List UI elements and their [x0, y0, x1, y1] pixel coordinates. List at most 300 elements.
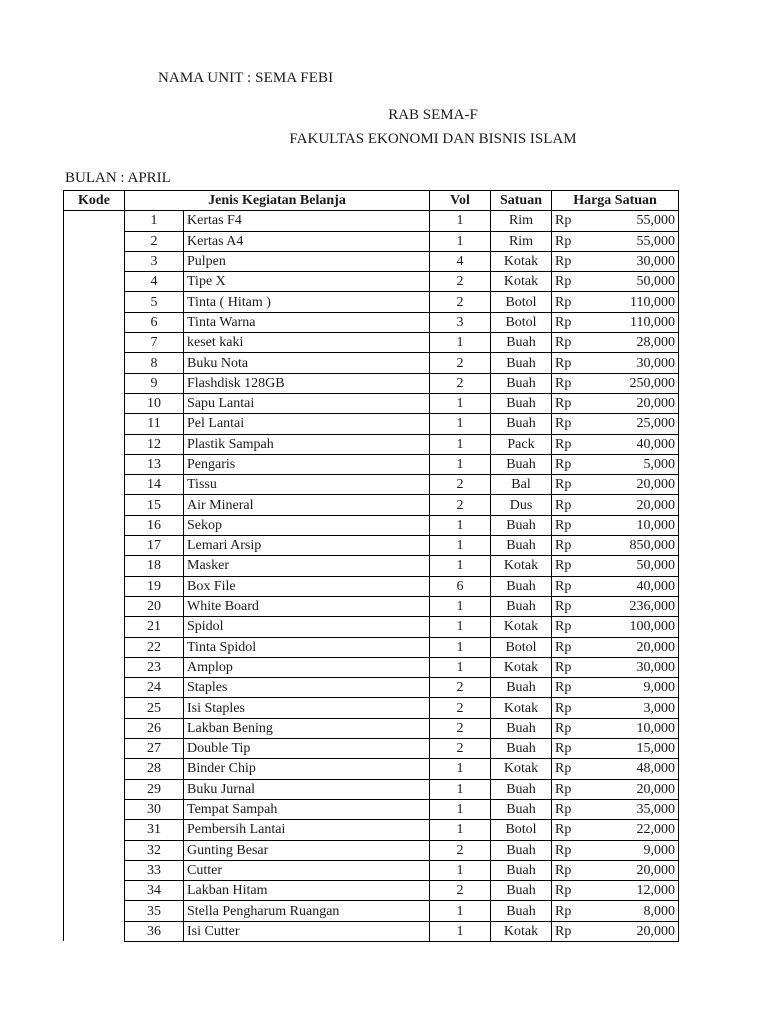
price-value: 30,000: [636, 659, 675, 675]
item-price: [552, 881, 679, 901]
currency-label: Rp: [555, 578, 572, 594]
item-unit: Kotak: [491, 657, 552, 677]
header-kode: Kode: [64, 191, 125, 211]
table-row: [64, 353, 679, 373]
price-value: 40,000: [636, 436, 675, 452]
row-number: 32: [125, 840, 184, 860]
price-value: 110,000: [630, 314, 675, 330]
kode-cell: [64, 454, 125, 474]
kode-cell: [64, 637, 125, 657]
table-row: [64, 881, 679, 901]
item-name: Pel Lantai: [184, 414, 430, 434]
item-volume: 1: [430, 657, 491, 677]
price-value: 10,000: [636, 517, 675, 533]
price-wrapper: [555, 638, 675, 657]
item-volume: 1: [430, 333, 491, 353]
item-price: [552, 921, 679, 941]
price-value: 236,000: [629, 599, 675, 615]
table-header-row: [64, 191, 679, 211]
item-volume: 1: [430, 556, 491, 576]
currency-label: Rp: [555, 436, 572, 452]
item-volume: 2: [430, 718, 491, 738]
price-wrapper: [555, 496, 675, 515]
row-number: 8: [125, 353, 184, 373]
kode-cell: [64, 414, 125, 434]
item-unit: Pack: [491, 434, 552, 454]
kode-cell: [64, 556, 125, 576]
table-row: [64, 475, 679, 495]
currency-label: Rp: [555, 517, 572, 533]
price-value: 12,000: [636, 883, 675, 899]
row-number: 14: [125, 475, 184, 495]
item-unit: Bal: [491, 475, 552, 495]
table-row: [64, 373, 679, 393]
header-jenis: Jenis Kegiatan Belanja: [125, 191, 430, 211]
item-name: Isi Cutter: [184, 921, 430, 941]
table-row: [64, 333, 679, 353]
item-name: Lakban Hitam: [184, 881, 430, 901]
kode-cell: [64, 495, 125, 515]
price-value: 20,000: [636, 781, 675, 797]
item-name: White Board: [184, 596, 430, 616]
item-name: Tissu: [184, 475, 430, 495]
item-name: Box File: [184, 576, 430, 596]
item-volume: 1: [430, 393, 491, 413]
currency-label: Rp: [555, 233, 572, 249]
kode-cell: [64, 678, 125, 698]
row-number: 29: [125, 779, 184, 799]
row-number: 25: [125, 698, 184, 718]
row-number: 26: [125, 718, 184, 738]
item-price: [552, 312, 679, 332]
item-volume: 1: [430, 820, 491, 840]
kode-cell: [64, 536, 125, 556]
price-value: 110,000: [630, 294, 675, 310]
price-wrapper: [555, 435, 675, 454]
price-wrapper: [555, 354, 675, 373]
item-name: keset kaki: [184, 333, 430, 353]
row-number: 5: [125, 292, 184, 312]
item-volume: 1: [430, 901, 491, 921]
row-number: 7: [125, 333, 184, 353]
header-satuan: Satuan: [491, 191, 552, 211]
currency-label: Rp: [555, 639, 572, 655]
item-name: Pembersih Lantai: [184, 820, 430, 840]
item-price: [552, 698, 679, 718]
item-price: [552, 414, 679, 434]
item-volume: 2: [430, 272, 491, 292]
item-name: Masker: [184, 556, 430, 576]
price-value: 40,000: [636, 578, 675, 594]
price-wrapper: [555, 617, 675, 636]
item-volume: 2: [430, 840, 491, 860]
row-number: 27: [125, 739, 184, 759]
item-volume: 1: [430, 211, 491, 231]
price-wrapper: [555, 902, 675, 921]
item-unit: Kotak: [491, 251, 552, 271]
item-price: [552, 799, 679, 819]
item-name: Tinta Spidol: [184, 637, 430, 657]
item-unit: Buah: [491, 799, 552, 819]
price-value: 55,000: [636, 233, 675, 249]
header-vol: Vol: [430, 191, 491, 211]
item-volume: 4: [430, 251, 491, 271]
price-value: 10,000: [636, 720, 675, 736]
currency-label: Rp: [555, 680, 572, 696]
item-unit: Botol: [491, 292, 552, 312]
item-unit: Kotak: [491, 272, 552, 292]
table-row: [64, 657, 679, 677]
currency-label: Rp: [555, 497, 572, 513]
row-number: 16: [125, 515, 184, 535]
item-volume: 1: [430, 434, 491, 454]
kode-cell: [64, 272, 125, 292]
kode-cell: [64, 231, 125, 251]
price-wrapper: [555, 333, 675, 352]
price-value: 22,000: [636, 822, 675, 838]
price-wrapper: [555, 394, 675, 413]
price-value: 28,000: [636, 335, 675, 351]
item-volume: 2: [430, 881, 491, 901]
currency-label: Rp: [555, 294, 572, 310]
item-price: [552, 393, 679, 413]
kode-cell: [64, 596, 125, 616]
item-unit: Buah: [491, 718, 552, 738]
item-volume: 1: [430, 637, 491, 657]
price-value: 15,000: [636, 741, 675, 757]
row-number: 15: [125, 495, 184, 515]
table-row: [64, 596, 679, 616]
table-row: [64, 454, 679, 474]
table-row: [64, 414, 679, 434]
table-row: [64, 556, 679, 576]
month-label: BULAN : APRIL: [65, 170, 171, 186]
item-volume: 2: [430, 739, 491, 759]
table-row: [64, 678, 679, 698]
item-price: [552, 820, 679, 840]
item-volume: 1: [430, 759, 491, 779]
item-unit: Kotak: [491, 617, 552, 637]
table-row: [64, 617, 679, 637]
item-price: [552, 739, 679, 759]
item-price: [552, 860, 679, 880]
item-price: [552, 556, 679, 576]
kode-cell: [64, 698, 125, 718]
price-value: 3,000: [643, 700, 675, 716]
item-name: Tinta ( Hitam ): [184, 292, 430, 312]
kode-cell: [64, 333, 125, 353]
row-number: 24: [125, 678, 184, 698]
table-row: [64, 312, 679, 332]
kode-cell: [64, 292, 125, 312]
item-volume: 1: [430, 454, 491, 474]
item-price: [552, 251, 679, 271]
table-row: [64, 820, 679, 840]
item-unit: Buah: [491, 881, 552, 901]
table-row: [64, 251, 679, 271]
item-name: Spidol: [184, 617, 430, 637]
currency-label: Rp: [555, 538, 572, 554]
currency-label: Rp: [555, 923, 572, 939]
item-name: Kertas F4: [184, 211, 430, 231]
kode-cell: [64, 312, 125, 332]
item-unit: Buah: [491, 454, 552, 474]
kode-cell: [64, 860, 125, 880]
item-price: [552, 759, 679, 779]
table-row: [64, 515, 679, 535]
item-name: Tipe X: [184, 272, 430, 292]
item-volume: 1: [430, 921, 491, 941]
item-price: [552, 373, 679, 393]
kode-cell: [64, 759, 125, 779]
currency-label: Rp: [555, 254, 572, 270]
item-name: Cutter: [184, 860, 430, 880]
price-wrapper: [555, 678, 675, 697]
table-row: [64, 576, 679, 596]
item-volume: 2: [430, 373, 491, 393]
table-body: [64, 211, 679, 942]
item-name: Lakban Bening: [184, 718, 430, 738]
item-unit: Buah: [491, 901, 552, 921]
currency-label: Rp: [555, 862, 572, 878]
row-number: 12: [125, 434, 184, 454]
price-value: 5,000: [643, 457, 675, 472]
price-value: 20,000: [636, 862, 675, 878]
table-row: [64, 211, 679, 231]
kode-cell: [64, 617, 125, 637]
item-price: [552, 515, 679, 535]
item-name: Flashdisk 128GB: [184, 373, 430, 393]
row-number: 31: [125, 820, 184, 840]
table-row: [64, 434, 679, 454]
currency-label: Rp: [555, 659, 572, 675]
price-value: 30,000: [636, 254, 675, 270]
item-price: [552, 617, 679, 637]
item-unit: Rim: [491, 231, 552, 251]
item-name: Double Tip: [184, 739, 430, 759]
kode-cell: [64, 515, 125, 535]
price-wrapper: [555, 820, 675, 839]
currency-label: Rp: [555, 802, 572, 818]
price-value: 20,000: [636, 923, 675, 939]
item-price: [552, 475, 679, 495]
table-row: [64, 718, 679, 738]
item-name: Binder Chip: [184, 759, 430, 779]
kode-cell: [64, 881, 125, 901]
row-number: 35: [125, 901, 184, 921]
currency-label: Rp: [555, 314, 572, 330]
price-value: 20,000: [636, 396, 675, 412]
row-number: 30: [125, 799, 184, 819]
item-unit: Botol: [491, 637, 552, 657]
kode-cell: [64, 353, 125, 373]
price-value: 20,000: [636, 497, 675, 513]
item-volume: 3: [430, 312, 491, 332]
item-name: Isi Staples: [184, 698, 430, 718]
item-volume: 1: [430, 799, 491, 819]
row-number: 18: [125, 556, 184, 576]
row-number: 34: [125, 881, 184, 901]
item-volume: 2: [430, 292, 491, 312]
price-wrapper: [555, 739, 675, 758]
currency-label: Rp: [555, 781, 572, 797]
item-unit: Buah: [491, 860, 552, 880]
kode-cell: [64, 475, 125, 495]
item-name: Sekop: [184, 515, 430, 535]
item-volume: 2: [430, 698, 491, 718]
document-title: RAB SEMA-F: [388, 107, 478, 123]
price-wrapper: [555, 293, 675, 312]
currency-label: Rp: [555, 883, 572, 899]
item-name: Stella Pengharum Ruangan: [184, 901, 430, 921]
header-harga: Harga Satuan: [552, 191, 679, 211]
item-unit: Botol: [491, 820, 552, 840]
kode-cell: [64, 739, 125, 759]
unit-name: NAMA UNIT : SEMA FEBI: [158, 70, 334, 86]
kode-cell: [64, 251, 125, 271]
item-price: [552, 434, 679, 454]
item-unit: Botol: [491, 312, 552, 332]
item-price: [552, 718, 679, 738]
price-value: 25,000: [636, 416, 675, 432]
price-wrapper: [555, 232, 675, 251]
currency-label: Rp: [555, 213, 572, 229]
item-name: Lemari Arsip: [184, 536, 430, 556]
item-price: [552, 576, 679, 596]
item-name: Tinta Warna: [184, 312, 430, 332]
table-row: [64, 495, 679, 515]
currency-label: Rp: [555, 842, 572, 858]
currency-label: Rp: [555, 822, 572, 838]
price-value: 850,000: [629, 538, 675, 554]
item-price: [552, 678, 679, 698]
item-name: Buku Nota: [184, 353, 430, 373]
item-volume: 2: [430, 678, 491, 698]
item-unit: Buah: [491, 678, 552, 698]
row-number: 2: [125, 231, 184, 251]
item-name: Plastik Sampah: [184, 434, 430, 454]
price-value: 50,000: [636, 558, 675, 574]
item-price: [552, 657, 679, 677]
item-volume: 1: [430, 617, 491, 637]
row-number: 28: [125, 759, 184, 779]
item-name: Staples: [184, 678, 430, 698]
price-value: 35,000: [636, 802, 675, 818]
item-name: Tempat Sampah: [184, 799, 430, 819]
currency-label: Rp: [555, 274, 572, 290]
item-price: [552, 536, 679, 556]
item-name: Buku Jurnal: [184, 779, 430, 799]
item-name: Sapu Lantai: [184, 393, 430, 413]
row-number: 36: [125, 921, 184, 941]
item-unit: Buah: [491, 779, 552, 799]
currency-label: Rp: [555, 335, 572, 351]
table-row: [64, 759, 679, 779]
item-volume: 6: [430, 576, 491, 596]
price-value: 20,000: [636, 477, 675, 493]
item-volume: 2: [430, 353, 491, 373]
item-unit: Buah: [491, 414, 552, 434]
kode-cell: [64, 718, 125, 738]
item-volume: 2: [430, 475, 491, 495]
price-wrapper: [555, 922, 675, 941]
table-row: [64, 799, 679, 819]
price-value: 9,000: [643, 680, 675, 696]
item-price: [552, 333, 679, 353]
item-unit: Buah: [491, 536, 552, 556]
price-value: 20,000: [636, 639, 675, 655]
currency-label: Rp: [555, 720, 572, 736]
item-volume: 1: [430, 536, 491, 556]
item-volume: 1: [430, 414, 491, 434]
price-wrapper: [555, 536, 675, 555]
price-wrapper: [555, 577, 675, 596]
item-unit: Kotak: [491, 698, 552, 718]
kode-cell: [64, 779, 125, 799]
item-unit: Buah: [491, 393, 552, 413]
currency-label: Rp: [555, 619, 572, 635]
price-wrapper: [555, 556, 675, 575]
table-row: [64, 860, 679, 880]
table-row: [64, 698, 679, 718]
price-wrapper: [555, 658, 675, 677]
price-wrapper: [555, 881, 675, 900]
price-value: 9,000: [643, 842, 675, 858]
currency-label: Rp: [555, 903, 572, 919]
price-wrapper: [555, 800, 675, 819]
table-row: [64, 231, 679, 251]
kode-cell: [64, 820, 125, 840]
table-row: [64, 739, 679, 759]
kode-cell: [64, 921, 125, 941]
price-wrapper: [555, 780, 675, 799]
row-number: 22: [125, 637, 184, 657]
row-number: 19: [125, 576, 184, 596]
item-unit: Kotak: [491, 556, 552, 576]
kode-cell: [64, 657, 125, 677]
price-wrapper: [555, 252, 675, 271]
kode-cell: [64, 840, 125, 860]
item-unit: Buah: [491, 333, 552, 353]
kode-cell: [64, 434, 125, 454]
item-name: Air Mineral: [184, 495, 430, 515]
item-volume: 1: [430, 231, 491, 251]
kode-cell: [64, 576, 125, 596]
price-value: 55,000: [636, 213, 675, 229]
table-row: [64, 921, 679, 941]
kode-cell: [64, 211, 125, 231]
price-wrapper: [555, 516, 675, 535]
price-wrapper: [555, 597, 675, 616]
price-wrapper: [555, 699, 675, 718]
price-wrapper: [555, 861, 675, 880]
item-price: [552, 637, 679, 657]
item-price: [552, 211, 679, 231]
row-number: 20: [125, 596, 184, 616]
item-unit: Buah: [491, 353, 552, 373]
row-number: 23: [125, 657, 184, 677]
table-row: [64, 901, 679, 921]
currency-label: Rp: [555, 761, 572, 777]
item-unit: Buah: [491, 739, 552, 759]
item-price: [552, 840, 679, 860]
currency-label: Rp: [555, 599, 572, 615]
row-number: 4: [125, 272, 184, 292]
price-wrapper: [555, 414, 675, 433]
price-wrapper: [555, 719, 675, 738]
item-name: Kertas A4: [184, 231, 430, 251]
item-price: [552, 596, 679, 616]
